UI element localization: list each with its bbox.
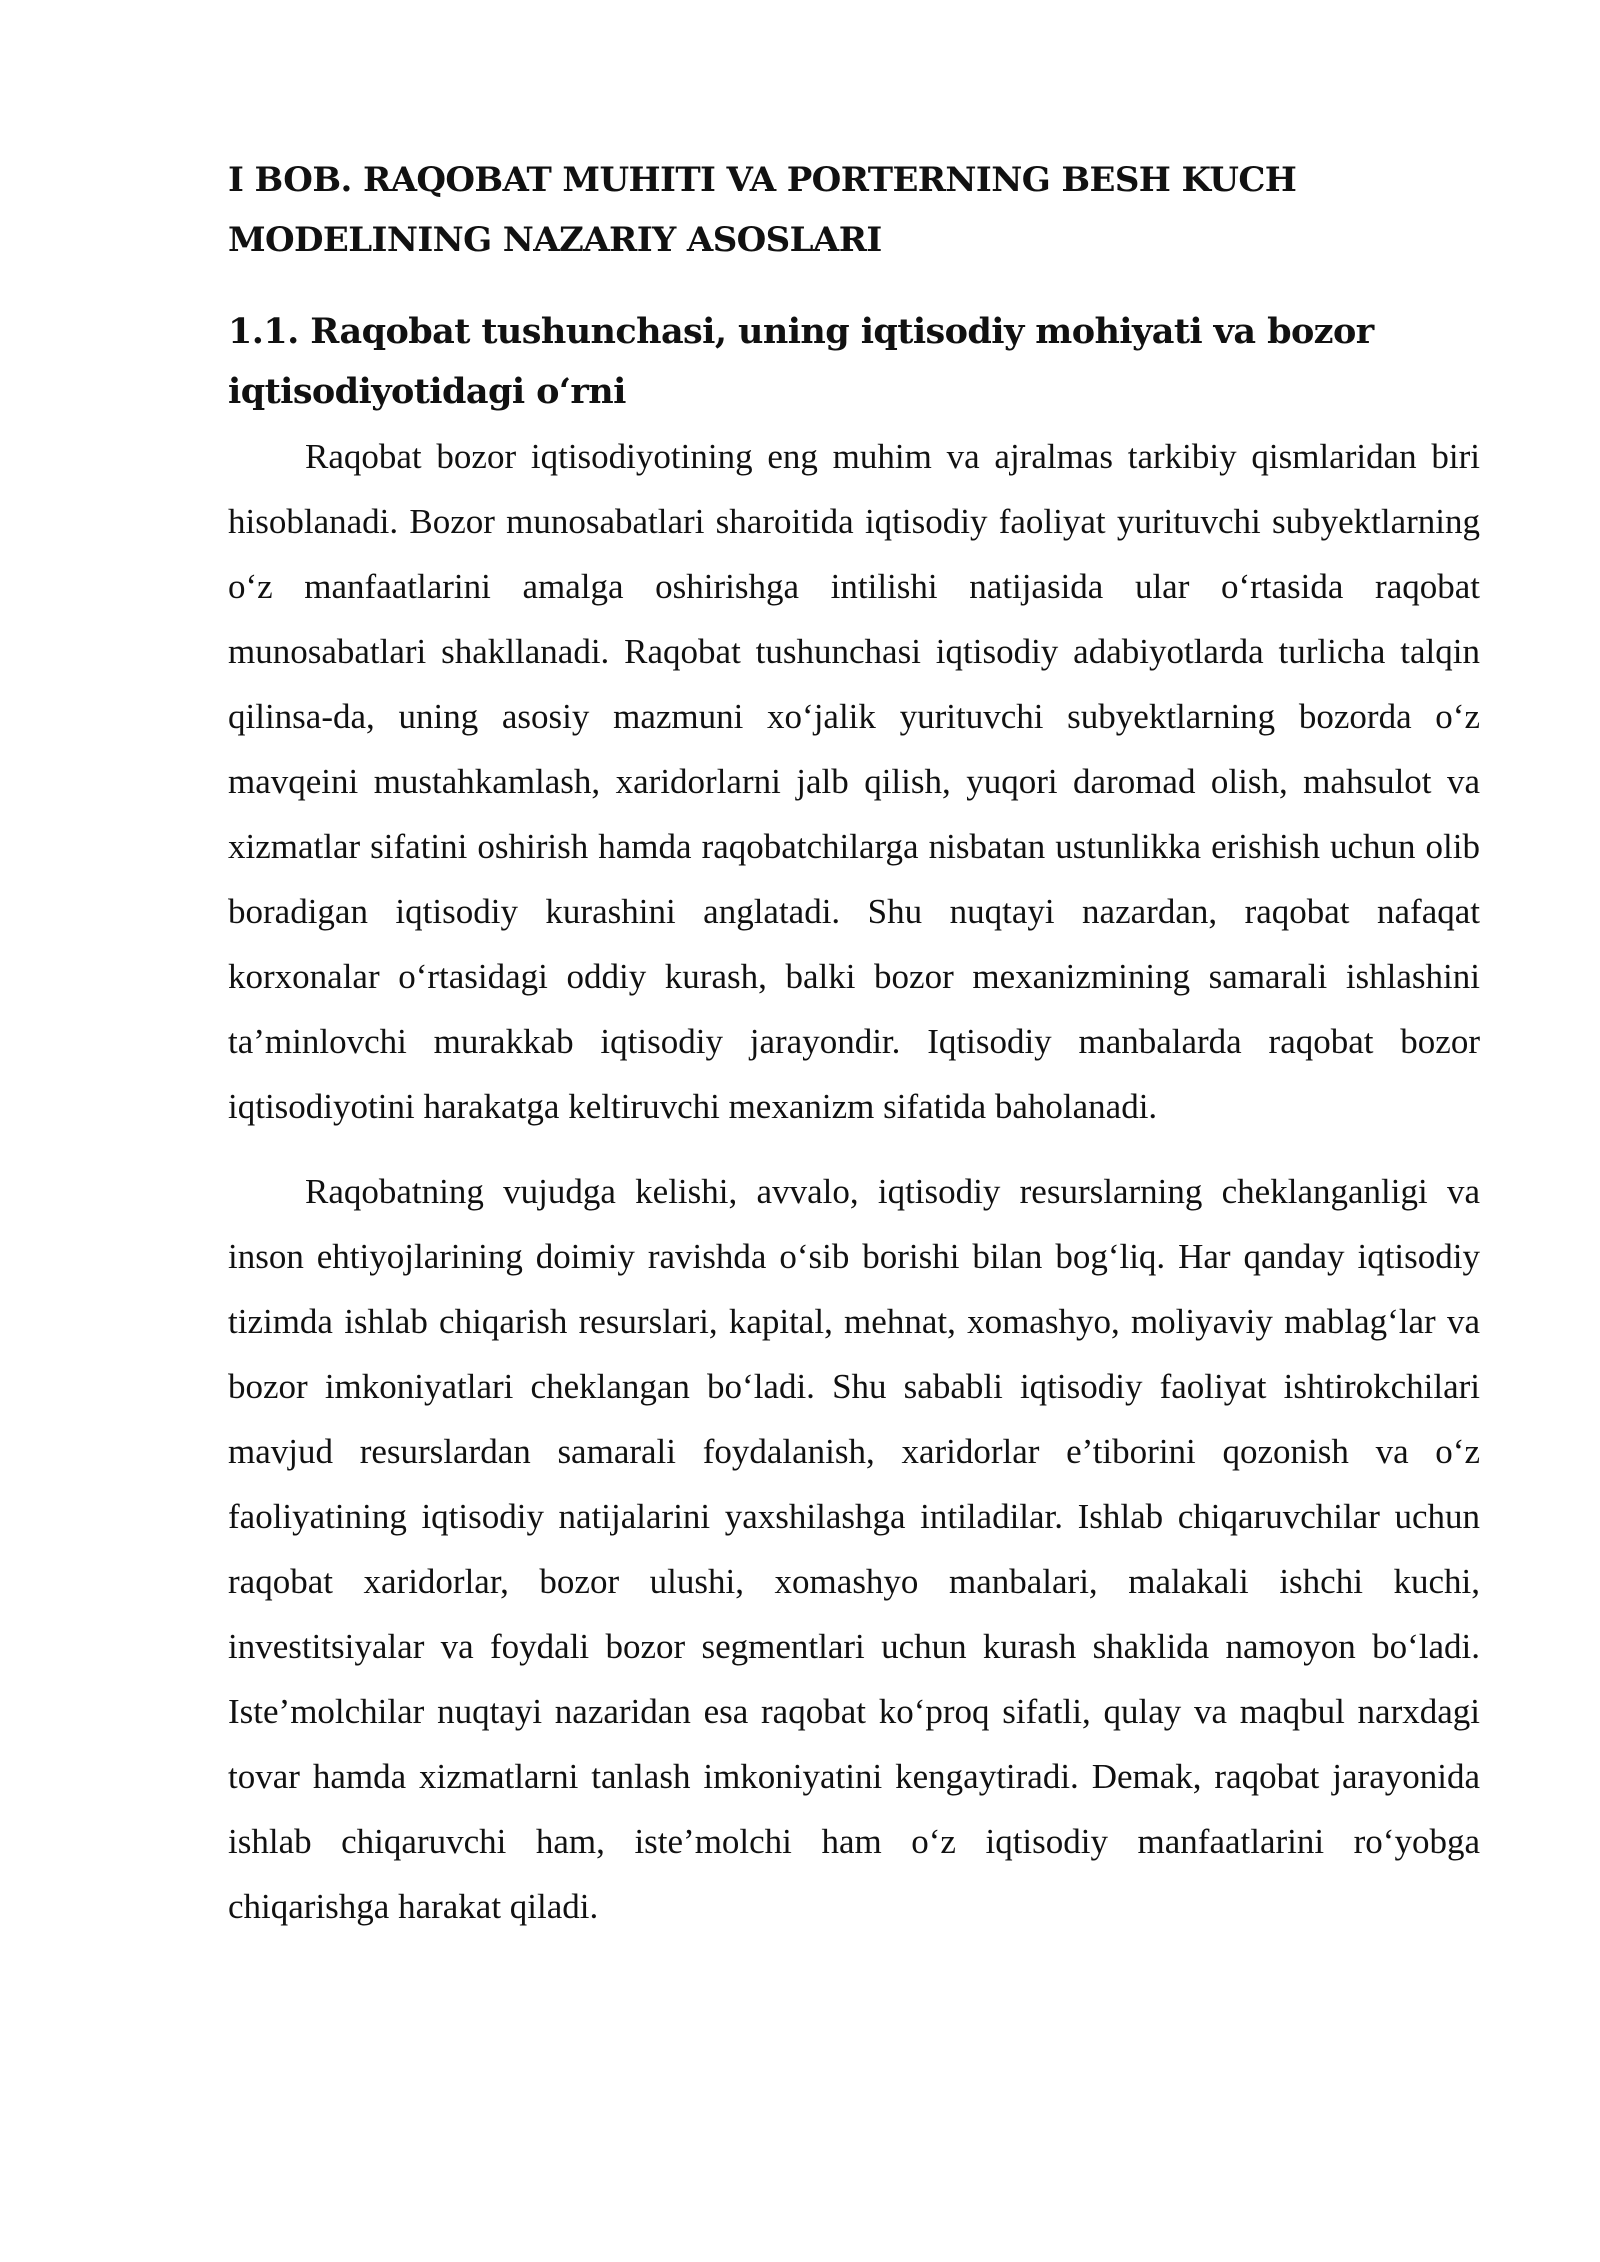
- body-paragraph-2: Raqobatning vujudga kelishi, avvalo, iqtisodiy resurslarning cheklanganligi va inson ehtiyojlarining doimiy ravishda o‘sib borishi bilan bog‘liq. Har qanday iqtisodiy tizimda ishlab chiqarish resurslari, kapital, mehnat, xomashyo, moliyaviy mablag‘lar va bozor imkoniyatlari cheklangan bo‘ladi. Shu sababli iqtisodiy faoliyat ishtirokchilari mavjud resurslardan samarali foydalanish, xaridorlar e’tiborini qozonish va o‘z faoliyatining iqtisodiy natijalarini yaxshilashga intiladilar. Ishlab chiqaruvchilar uchun raqobat xaridorlar, bozor ulushi, xomashyo manbalari, malakali ishchi kuchi, investitsiyalar va foydali bozor segmentlari uchun kurash shaklida namoyon bo‘ladi. Iste’molchilar nuqtayi nazaridan esa raqobat ko‘proq sifatli, qulay va maqbul narxdagi tovar hamda xizmatlarni tanlash imkoniyatini kengaytiradi. Demak, raqobat jarayonida ishlab chiqaruvchi ham, iste’molchi ham o‘z iqtisodiy manfaatlarini ro‘yobga chiqarishga harakat qiladi.: [228, 1172, 1480, 1926]
- section-title: 1.1. Raqobat tushunchasi, uning iqtisodiy mohiyati va bozor iqtisodiyotidagi o‘rni: [228, 311, 1374, 412]
- chapter-title: I BOB. RAQOBAT MUHITI VA PORTERNING BESH KUCH MODELINING NAZARIY ASOSLARI: [228, 160, 1297, 260]
- body-paragraph-1: Raqobat bozor iqtisodiyotining eng muhim va ajralmas tarkibiy qismlaridan biri hisoblanadi. Bozor munosabatlari sharoitida iqtisodiy faoliyat yurituvchi subyektlarning o‘z manfaatlarini amalga oshirishga intilishi natijasida ular o‘rtasida raqobat munosabatlari shakllanadi. Raqobat tushunchasi iqtisodiy adabiyotlarda turlicha talqin qilinsa-da, uning asosiy mazmuni xo‘jalik yurituvchi subyektlarning bozorda o‘z mavqeini mustahkamlash, xaridorlarni jalb qilish, yuqori daromad olish, mahsulot va xizmatlar sifatini oshirish hamda raqobatchilarga nisbatan ustunlikka erishish uchun olib boradigan iqtisodiy kurashini anglatadi. Shu nuqtayi nazardan, raqobat nafaqat korxonalar o‘rtasidagi oddiy kurash, balki bozor mexanizmining samarali ishlashini ta’minlovchi murakkab iqtisodiy jarayondir. Iqtisodiy manbalarda raqobat bozor iqtisodiyotini harakatga keltiruvchi mexanizm sifatida baholanadi.: [228, 437, 1480, 1126]
- page-content: [228, 150, 1480, 1939]
